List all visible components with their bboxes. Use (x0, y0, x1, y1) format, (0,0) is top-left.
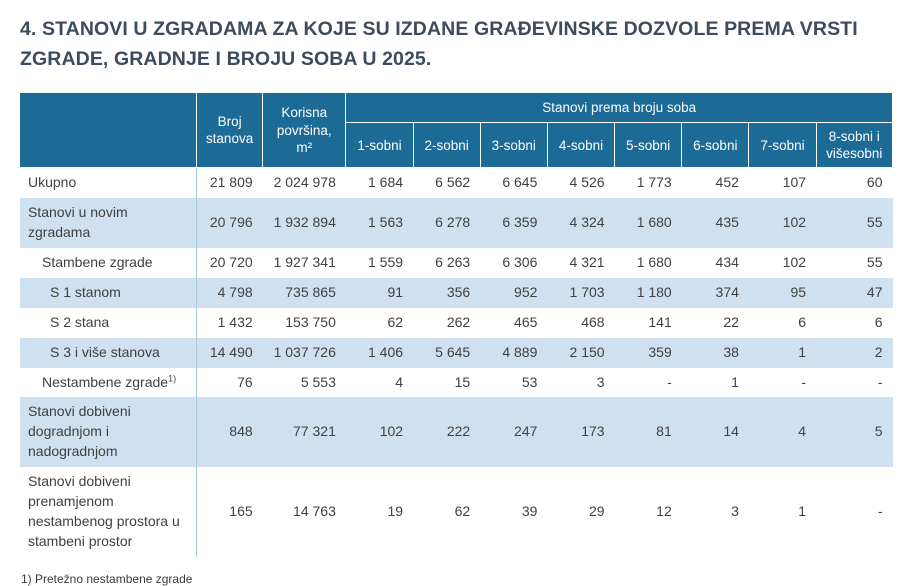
cell-value: 95 (790, 283, 807, 300)
cell-value: 22 (723, 313, 739, 330)
table-row (20, 278, 893, 308)
row-label: Ukupno (20, 168, 196, 198)
cell-value: 91 (387, 283, 404, 300)
cell-value: - (801, 373, 807, 390)
cell-value: 14 763 (293, 502, 336, 519)
cell-value: 434 (715, 254, 739, 271)
cell-value: 1 927 341 (273, 254, 336, 271)
row-label: S 3 i više stanova (20, 338, 196, 368)
row-label: Stambene zgrade (20, 248, 196, 278)
cell-value: 356 (446, 283, 471, 300)
cell-value: 6 359 (502, 214, 538, 231)
header-room-col-6: 6-sobni (682, 123, 749, 168)
cell-value: 468 (581, 313, 605, 330)
table-row (20, 368, 893, 398)
cell-value: 29 (588, 502, 605, 519)
cell-value: 77 321 (293, 423, 336, 440)
row-label: Stanovi dobiveni prenamjenom nestambenog prostora u stambeni prostor (20, 467, 196, 557)
cell-value: 102 (379, 423, 404, 440)
header-broj-stanova: Broj stanova (196, 93, 262, 168)
cell-value: 435 (715, 214, 739, 231)
cell-value: 76 (237, 373, 253, 390)
cell-value: 452 (715, 174, 739, 191)
cell-value: 12 (656, 502, 672, 519)
footnote-marker: 1) (168, 372, 177, 383)
cell-value: 262 (446, 313, 471, 330)
table-row (20, 308, 893, 338)
cell-value: 14 490 (209, 343, 253, 360)
cell-value: 107 (782, 174, 807, 191)
cell-value: 4 889 (502, 343, 538, 360)
cell-value: 2 150 (569, 343, 605, 360)
cell-value: 6 645 (502, 174, 538, 191)
table-body (20, 168, 893, 557)
cell-value: 38 (723, 343, 739, 360)
cell-value: 1 559 (368, 254, 404, 271)
cell-value: 21 809 (209, 174, 253, 191)
row-label: Stanovi u novim zgradama (20, 198, 196, 248)
cell-value: - (877, 373, 883, 390)
cell-value: 1 180 (636, 283, 672, 300)
dwellings-table (20, 92, 893, 556)
row-label: Stanovi dobiveni dogradnjom i nadogradnjom (20, 397, 196, 467)
cell-value: 359 (648, 343, 672, 360)
header-korisna-povrsina: Korisna površina, m² (263, 93, 346, 168)
cell-value: 1 (798, 343, 807, 360)
cell-value: 2 024 978 (273, 174, 336, 191)
cell-value: 1 037 726 (273, 343, 336, 360)
footnote: 1) Pretežno nestambene zgrade (21, 571, 193, 586)
header-room-col-2: 2-sobni (413, 123, 480, 168)
table-row (20, 397, 893, 467)
cell-value: 4 324 (569, 214, 605, 231)
header-room-col-4: 4-sobni (547, 123, 614, 168)
cell-value: 20 720 (209, 254, 253, 271)
row-label: S 2 stana (20, 308, 196, 338)
cell-value: 1 406 (368, 343, 404, 360)
cell-value: 19 (387, 502, 404, 519)
cell-value: 4 (798, 423, 807, 440)
header-empty-corner (20, 93, 196, 168)
table-row (20, 198, 893, 248)
row-label: Nestambene zgrade$^{1)}$ (20, 368, 196, 398)
cell-value: 1 684 (368, 174, 404, 191)
row-label: S 1 stanom (20, 278, 196, 308)
cell-value: 4 798 (217, 283, 253, 300)
cell-value: 141 (648, 313, 672, 330)
cell-value: 6 (874, 313, 883, 330)
cell-value: 374 (715, 283, 739, 300)
cell-value: 952 (514, 283, 538, 300)
table-row (20, 338, 893, 368)
cell-value: 1 432 (217, 313, 253, 330)
cell-value: 55 (866, 254, 883, 271)
cell-value: 20 796 (209, 214, 253, 231)
cell-value: 735 865 (285, 283, 336, 300)
table-row (20, 168, 893, 198)
cell-value: 4 (395, 373, 404, 390)
cell-value: 173 (581, 423, 605, 440)
cell-value: 5 553 (300, 373, 336, 390)
cell-value: 1 703 (569, 283, 605, 300)
cell-value: 1 680 (636, 214, 672, 231)
table-row (20, 467, 893, 557)
header-group-row (20, 93, 893, 123)
header-room-col-7: 7-sobni (749, 123, 816, 168)
cell-value: 6 306 (502, 254, 538, 271)
cell-value: - (877, 502, 883, 519)
cell-value: 60 (866, 174, 883, 191)
table-row (20, 248, 893, 278)
cell-value: 4 321 (569, 254, 605, 271)
cell-value: 5 (874, 423, 883, 440)
cell-value: 1 563 (368, 214, 404, 231)
cell-value: 1 (731, 373, 739, 390)
cell-value: 3 (731, 502, 739, 519)
header-room-col-1: 1-sobni (346, 123, 413, 168)
cell-value: - (667, 373, 672, 390)
cell-value: 6 (798, 313, 807, 330)
cell-value: 62 (454, 502, 471, 519)
cell-value: 1 932 894 (273, 214, 336, 231)
cell-value: 222 (446, 423, 471, 440)
cell-value: 848 (229, 423, 253, 440)
cell-value: 3 (596, 373, 605, 390)
cell-value: 102 (782, 254, 807, 271)
header-room-col-3: 3-sobni (480, 123, 547, 168)
header-group-label: Stanovi prema broju soba (346, 93, 893, 123)
cell-value: 247 (514, 423, 538, 440)
cell-value: 1 680 (636, 254, 672, 271)
table-header (20, 93, 893, 168)
cell-value: 2 (874, 343, 883, 360)
cell-value: 1 (798, 502, 807, 519)
cell-value: 5 645 (435, 343, 471, 360)
cell-value: 15 (454, 373, 471, 390)
header-room-col-8: 8-sobni i višesobni (816, 123, 892, 168)
cell-value: 6 263 (435, 254, 471, 271)
cell-value: 1 773 (636, 174, 672, 191)
cell-value: 55 (866, 214, 883, 231)
cell-value: 153 750 (285, 313, 336, 330)
cell-value: 6 562 (435, 174, 471, 191)
cell-value: 14 (723, 423, 739, 440)
cell-value: 4 526 (569, 174, 605, 191)
header-room-col-5: 5-sobni (615, 123, 682, 168)
page-title: 4. STANOVI U ZGRADAMA ZA KOJE SU IZDANE GRAĐEVINSKE DOZVOLE PREMA VRSTI ZGRADE, GRADNJE I BROJU SOBA U 2025. (20, 18, 858, 71)
cell-value: 81 (656, 423, 672, 440)
cell-value: 47 (866, 283, 883, 300)
cell-value: 39 (521, 502, 538, 519)
cell-value: 165 (229, 502, 253, 519)
cell-value: 102 (782, 214, 807, 231)
cell-value: 465 (514, 313, 538, 330)
cell-value: 53 (521, 373, 538, 390)
cell-value: 62 (387, 313, 404, 330)
cell-value: 6 278 (435, 214, 471, 231)
